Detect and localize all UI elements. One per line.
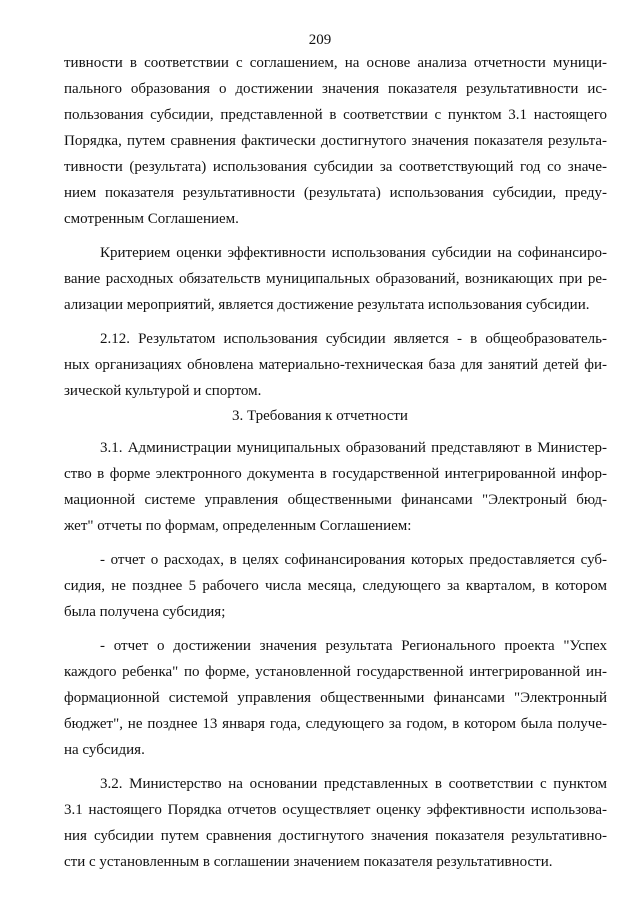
text-line: 3.1. Администрации муниципальных образований представляют в Министер- xyxy=(100,440,607,456)
text-line: 2.12. Результатом использования субсидии является - в общеобразователь- xyxy=(100,331,607,347)
text-line: смотренным Соглашением. xyxy=(64,211,239,227)
text-line: 3.2. Министерство на основании представленных в соответствии с пунктом xyxy=(100,776,607,792)
text-line: ных организациях обновлена материально-техническая база для занятий детей фи- xyxy=(64,357,607,373)
text-line: формационной системой управления общественными финансами "Электронный xyxy=(64,690,607,706)
text-line: пользования субсидии, представленной в соответствии с пунктом 3.1 настоящего xyxy=(64,107,607,123)
section-heading: 3. Требования к отчетности xyxy=(232,408,408,424)
paragraph xyxy=(64,240,607,318)
text-line: сти с установленным в соглашении значением показателя результативности. xyxy=(64,854,553,870)
paragraph xyxy=(64,633,607,763)
text-line: ния субсидии путем сравнения достигнутого значения показателя результативно- xyxy=(64,828,607,844)
text-line: каждого ребенка" по форме, установленной государственной интегрированной ин- xyxy=(64,664,607,680)
text-line: жет" отчеты по формам, определенным Соглашением: xyxy=(64,518,412,534)
paragraph xyxy=(64,771,607,875)
text-line: сидия, не позднее 5 рабочего числа месяца, следующего за кварталом, в котором xyxy=(64,578,607,594)
text-line: ализации мероприятий, является достижение результата использования субсидии. xyxy=(64,297,590,313)
text-line: - отчет о достижении значения результата Регионального проекта "Успех xyxy=(100,638,607,654)
paragraph xyxy=(64,50,607,232)
paragraph xyxy=(64,326,607,404)
text-line: бюджет", не позднее 13 января года, следующего за годом, в котором была получе- xyxy=(64,716,607,732)
text-line: Порядка, путем сравнения фактически достигнутого значения показателя результа- xyxy=(64,133,607,149)
text-line: - отчет о расходах, в целях софинансирования которых предоставляется суб- xyxy=(100,552,607,568)
text-line: 3.1 настоящего Порядка отчетов осуществляет оценку эффективности использова- xyxy=(64,802,607,818)
text-line: пального образования о достижении значения показателя результативности ис- xyxy=(64,81,607,97)
text-line: на субсидия. xyxy=(64,742,145,758)
text-block-before-heading xyxy=(64,50,607,412)
paragraph xyxy=(64,547,607,625)
page-number: 209 xyxy=(308,32,332,48)
text-line: зической культурой и спортом. xyxy=(64,383,262,399)
text-line: была получена субсидия; xyxy=(64,604,226,620)
text-line: мационной системе управления общественными финансами "Электроный бюд- xyxy=(64,492,607,508)
text-line: вание расходных обязательств муниципальных образований, возникающих при ре- xyxy=(64,271,607,287)
text-line: тивности в соответствии с соглашением, на основе анализа отчетности муници- xyxy=(64,55,607,71)
text-line: нием показателя результативности (результата) использования субсидии, преду- xyxy=(64,185,607,201)
paragraph xyxy=(64,435,607,539)
text-line: тивности (результата) использования субсидии за соответствующий год со значе- xyxy=(64,159,607,175)
text-block-after-heading xyxy=(64,435,607,883)
text-line: ство в форме электронного документа в государственной интегрированной инфор- xyxy=(64,466,607,482)
text-line: Критерием оценки эффективности использования субсидии на софинансиро- xyxy=(100,245,607,261)
